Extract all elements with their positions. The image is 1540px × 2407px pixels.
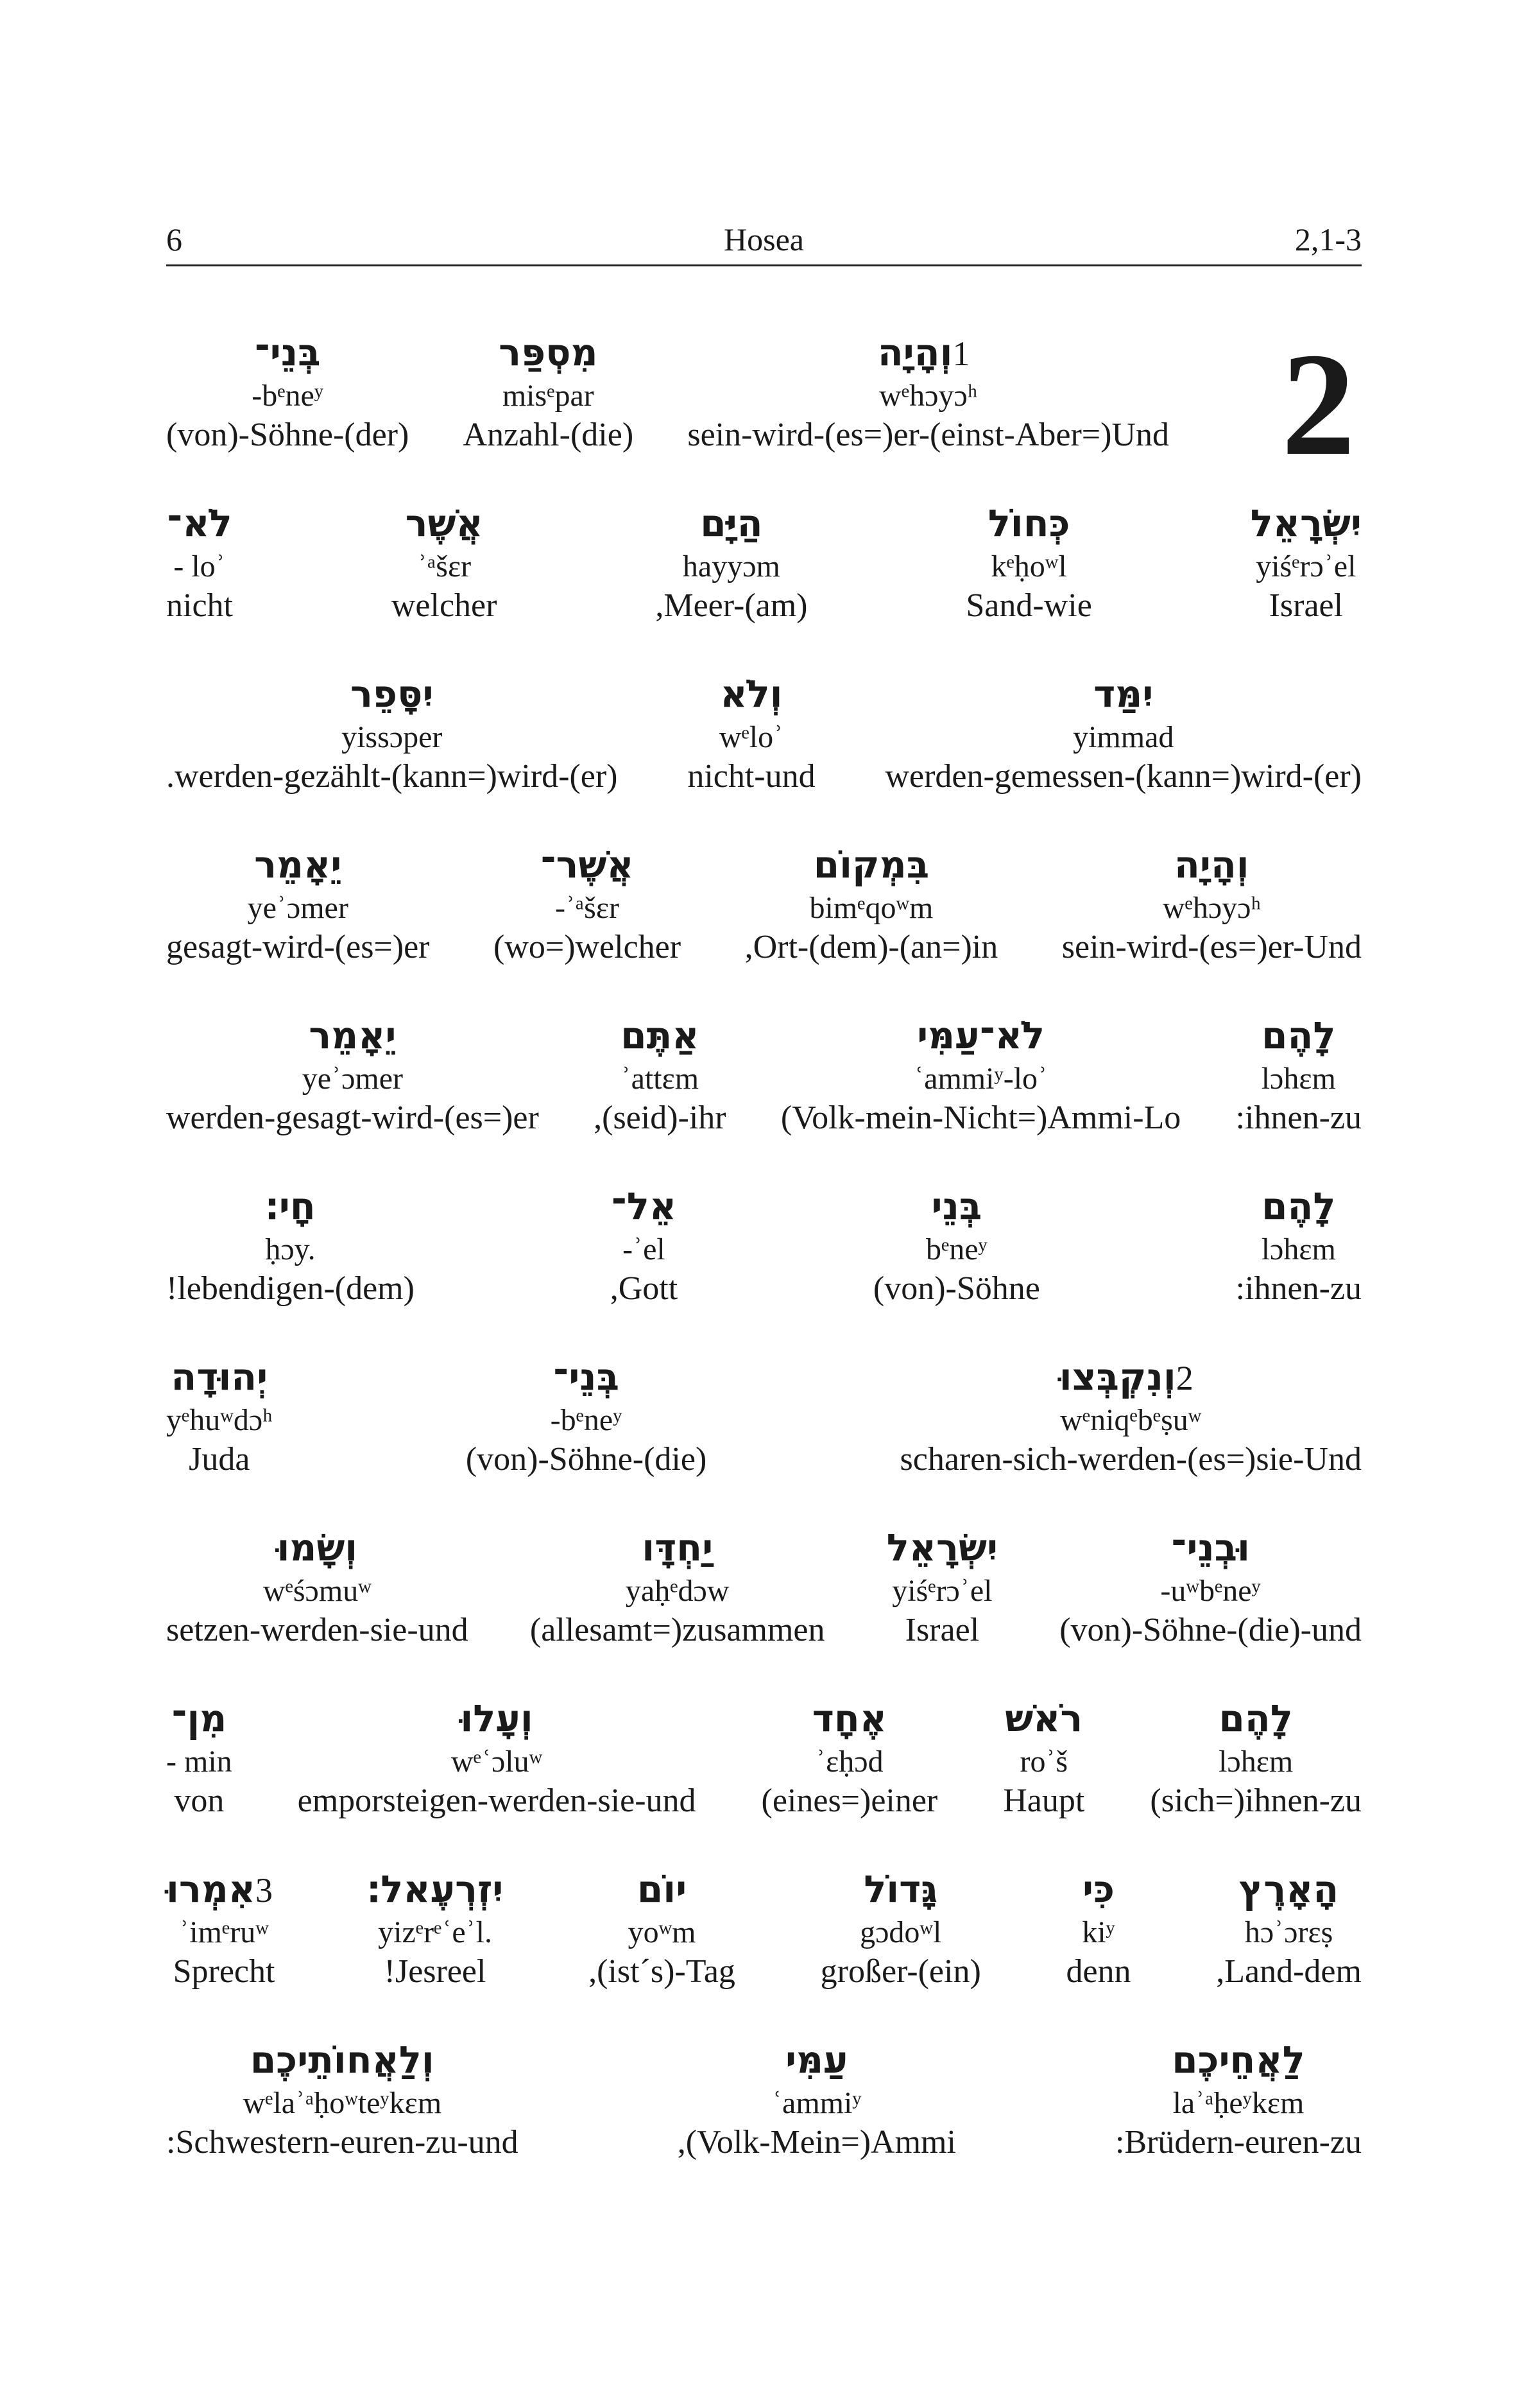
transliteration: ḥɔy. [265, 1232, 316, 1266]
hebrew-text: לַאֲחֵיכֶם [1172, 2038, 1305, 2082]
word-cell [1236, 1181, 1362, 1309]
hebrew-text: לָהֶם [1262, 1014, 1336, 1057]
transliteration: yᵉhuʷdɔʰ [166, 1403, 273, 1437]
word-cell [900, 1352, 1362, 1480]
hebrew-word [350, 669, 434, 719]
verse-number: 1 [952, 334, 970, 373]
transliteration: wᵉhɔyɔʰ [879, 379, 978, 413]
hebrew-word [864, 1864, 937, 1914]
hebrew-text: אֵל־ [611, 1184, 677, 1228]
german-gloss: (von)-Söhne-(der) [166, 417, 409, 453]
hebrew-text: יִשְׂרָאֵל [886, 1526, 998, 1569]
hebrew-word [1251, 498, 1362, 548]
hebrew-text: אִמְרוּ [166, 1867, 256, 1911]
interlinear-row [166, 1864, 1362, 2035]
word-cell [762, 1693, 938, 1822]
hebrew-word [1262, 1181, 1335, 1231]
transliteration: ʾattɛm [620, 1062, 699, 1096]
transliteration: ʿammiʸ [772, 2086, 862, 2120]
transliteration: yaḥᵉdɔw [625, 1574, 730, 1608]
hebrew-word [460, 1693, 533, 1743]
word-cell [166, 1864, 282, 1992]
german-gloss: Sand-wie [966, 587, 1092, 624]
german-gloss: (von)-Söhne [873, 1270, 1040, 1307]
verse-number: 3 [255, 1871, 273, 1910]
hebrew-word [1082, 1864, 1115, 1914]
hebrew-text: יִזְרְעֶאל׃ [366, 1867, 504, 1911]
hebrew-word [812, 1693, 887, 1743]
german-gloss: Juda [189, 1441, 250, 1478]
word-cell [1115, 2035, 1362, 2163]
hebrew-text: בִּמְקוֹם [813, 843, 930, 886]
transliteration: wᵉniqᵉbᵉṣuʷ [1060, 1403, 1202, 1437]
hebrew-text: יֵאָמֵר [309, 1014, 397, 1057]
transliteration: gɔdoʷl [860, 1915, 942, 1949]
hebrew-word [277, 1523, 357, 1573]
hebrew-word [1171, 1523, 1250, 1573]
hebrew-text: אֶחָד [812, 1696, 887, 1740]
word-cell [466, 1352, 706, 1480]
hebrew-text: כְּחוֹל [988, 501, 1070, 545]
transliteration: kiʸ [1082, 1915, 1115, 1949]
hebrew-text: יְהוּדָה [171, 1355, 268, 1399]
transliteration: lɔhɛm [1261, 1232, 1336, 1266]
transliteration: misᵉpar [502, 379, 594, 413]
german-gloss: ,(ist´s)-Tag [588, 1953, 735, 1990]
word-cell [687, 669, 815, 797]
german-gloss: :ihnen-zu [1235, 1100, 1362, 1136]
hebrew-word [166, 1864, 282, 1914]
hebrew-word [1093, 669, 1153, 719]
german-gloss: großer-(ein) [820, 1953, 981, 1990]
word-cell [821, 1864, 981, 1992]
word-cell [1236, 1010, 1362, 1139]
hebrew-text: וְעָלוּ [460, 1696, 533, 1740]
hebrew-word [367, 1864, 504, 1914]
hebrew-text: הָאָרֶץ [1238, 1867, 1339, 1911]
transliteration: wᵉhɔyɔʰ [1162, 891, 1261, 925]
hebrew-text: אֲשֶׁר [405, 501, 483, 545]
word-cell [655, 498, 807, 626]
hebrew-word [540, 840, 633, 890]
hebrew-word [309, 1010, 396, 1060]
german-gloss: welcher [391, 587, 497, 624]
word-cell [463, 327, 634, 456]
hebrew-text: וְלֹא [720, 672, 783, 716]
hebrew-word [988, 498, 1070, 548]
transliteration: ʾimᵉruʷ [179, 1915, 269, 1949]
transliteration: -ʾᵃšɛr [555, 891, 619, 925]
transliteration: - min [166, 1745, 232, 1779]
hebrew-text: הַיָּם [700, 501, 763, 545]
transliteration: wᵉʿɔluʷ [451, 1745, 543, 1779]
chapter-number: 2 [1281, 322, 1355, 486]
transliteration: bimᵉqoʷm [809, 891, 934, 925]
german-gloss: ,(Volk-Mein=)Ammi [677, 2124, 956, 2161]
german-gloss: (Volk-mein-Nicht=)Ammi-Lo [780, 1100, 1181, 1136]
word-cell [1216, 1864, 1362, 1992]
hebrew-word [499, 327, 597, 377]
german-gloss: nicht [166, 587, 233, 624]
word-cell [530, 1523, 825, 1651]
transliteration: yiśᵉrɔʾel [892, 1574, 993, 1608]
hebrew-text: לָהֶם [1262, 1184, 1336, 1228]
hebrew-word [553, 1352, 619, 1402]
hebrew-text: בְּנֵי־ [553, 1355, 619, 1399]
transliteration: ʿammiʸ-loʾ [914, 1062, 1048, 1096]
german-gloss: setzen-werden-sie-und [166, 1612, 468, 1648]
hebrew-word [1239, 1864, 1339, 1914]
transliteration: yoʷm [628, 1915, 696, 1949]
transliteration: ʾɛḥɔd [816, 1745, 884, 1779]
german-gloss: ,Land-dem [1216, 1953, 1362, 1990]
transliteration: yizᵉrᵉʿeʾl. [378, 1915, 492, 1949]
hebrew-word [250, 2035, 434, 2085]
hebrew-text: וְשָׂמוּ [277, 1526, 358, 1569]
german-gloss: (von)-Söhne-(die)-und [1059, 1612, 1362, 1648]
german-gloss: (eines=)einer [761, 1782, 938, 1819]
transliteration: lɔhɛm [1261, 1062, 1336, 1096]
word-cell [885, 669, 1362, 797]
hebrew-text: וְנִקְבְּצוּ [1059, 1355, 1176, 1399]
transliteration: wᵉśɔmuʷ [262, 1574, 372, 1608]
hebrew-text: מִן־ [171, 1696, 227, 1740]
hebrew-word [1172, 2035, 1305, 2085]
german-gloss: Haupt [1003, 1782, 1085, 1819]
word-cell [1059, 1523, 1362, 1651]
german-gloss: gesagt-wird-(es=)er [166, 929, 430, 965]
word-cell [1003, 1693, 1084, 1822]
hebrew-text: יִמַּד [1093, 672, 1154, 716]
interlinear-text [166, 322, 1362, 2205]
interlinear-row [166, 327, 1169, 498]
interlinear-row [166, 1352, 1362, 1523]
interlinear-row [166, 2035, 1362, 2205]
word-cell [166, 327, 409, 456]
hebrew-text: אַתֶּם [620, 1014, 699, 1057]
hebrew-text: לֹא־עַמִּי [917, 1014, 1045, 1057]
interlinear-row [166, 1693, 1362, 1864]
transliteration: - loʾ [173, 549, 226, 583]
german-gloss: von [174, 1782, 225, 1819]
german-gloss: ,Meer-(am) [655, 587, 808, 624]
german-gloss: .werden-gezählt-(kann=)wird-(er) [166, 758, 618, 795]
word-cell [298, 1693, 696, 1822]
word-cell [166, 840, 429, 968]
hebrew-text: רֹאשׁ [1005, 1696, 1083, 1740]
transliteration: lɔhɛm [1219, 1745, 1294, 1779]
hebrew-word [1005, 1693, 1082, 1743]
interlinear-row [166, 669, 1362, 840]
word-cell [166, 2035, 518, 2163]
word-cell [594, 1010, 726, 1139]
hebrew-word [254, 840, 341, 890]
german-gloss: :ihnen-zu [1235, 1270, 1362, 1307]
transliteration: yissɔper [341, 720, 443, 754]
transliteration: yimmad [1073, 720, 1174, 754]
hebrew-word [167, 498, 232, 548]
hebrew-text: חָי׃ [265, 1184, 316, 1228]
transliteration: -bᵉneʸ [252, 379, 324, 413]
hebrew-text: לֹא־ [167, 501, 232, 545]
transliteration: roʾš [1020, 1745, 1068, 1779]
hebrew-text: וְלַאֲחוֹתֵיכֶם [250, 2038, 434, 2082]
german-gloss: !lebendigen-(dem) [166, 1270, 415, 1307]
hebrew-word [785, 2035, 848, 2085]
verse-reference: 2,1-3 [1294, 221, 1362, 257]
german-gloss: :Schwestern-euren-zu-und [166, 2124, 518, 2161]
german-gloss: ,Ort-(dem)-(an=)in [744, 929, 998, 965]
hebrew-text: עַמִּי [785, 2038, 848, 2082]
transliteration: ʾᵃšɛr [417, 549, 472, 583]
hebrew-text: יִסָּפֵר [350, 672, 434, 716]
hebrew-word [171, 1693, 227, 1743]
transliteration: bᵉneʸ [925, 1232, 988, 1266]
german-gloss: (allesamt=)zusammen [529, 1612, 825, 1648]
word-cell [166, 1181, 415, 1309]
interlinear-row [166, 1181, 1362, 1352]
page-number: 6 [166, 221, 182, 257]
word-cell [687, 327, 1169, 456]
word-cell [166, 1010, 539, 1139]
german-gloss: ,Gott [610, 1270, 678, 1307]
hebrew-word [932, 1181, 982, 1231]
hebrew-text: בְּנֵי־ [254, 331, 321, 374]
word-cell [166, 669, 618, 797]
hebrew-word [255, 327, 321, 377]
hebrew-word [1219, 1693, 1292, 1743]
hebrew-text: וּבְנֵי־ [1171, 1526, 1250, 1569]
hebrew-word [637, 1864, 687, 1914]
hebrew-text: וְהָיָה [877, 331, 953, 374]
german-gloss: sein-wird-(es=)er-(einst-Aber=)Und [687, 417, 1169, 453]
hebrew-text: בְּנֵי [931, 1184, 982, 1228]
german-gloss: scharen-sich-werden-(es=)sie-Und [900, 1441, 1362, 1478]
word-cell [166, 498, 233, 626]
hebrew-word [265, 1181, 316, 1231]
transliteration: hɔʾɔrɛṣ [1244, 1915, 1333, 1949]
german-gloss: emporsteigen-werden-sie-und [297, 1782, 696, 1819]
transliteration: -uʷbᵉneʸ [1160, 1574, 1261, 1608]
transliteration: laʾᵃḥeʸkɛm [1172, 2086, 1305, 2120]
transliteration: -bᵉneʸ [550, 1403, 622, 1437]
german-gloss: Anzahl-(die) [463, 417, 634, 453]
word-cell [1150, 1693, 1362, 1822]
german-gloss: nicht-und [687, 758, 816, 795]
hebrew-word [720, 669, 782, 719]
transliteration: wᵉloʾ [719, 720, 784, 754]
interlinear-row [166, 840, 1362, 1010]
word-cell [873, 1181, 1040, 1309]
german-gloss: sein-wird-(es=)er-Und [1061, 929, 1362, 965]
transliteration: yeʾɔmer [302, 1062, 404, 1096]
word-cell [588, 1864, 735, 1992]
transliteration: kᵉḥoʷl [991, 549, 1067, 583]
word-cell [781, 1010, 1181, 1139]
word-cell [887, 1523, 998, 1651]
hebrew-word [700, 498, 762, 548]
hebrew-text: יִשְׂרָאֵל [1250, 501, 1362, 545]
german-gloss: (von)-Söhne-(die) [465, 1441, 707, 1478]
german-gloss: (sich=)ihnen-zu [1150, 1782, 1362, 1819]
hebrew-text: אֲשֶׁר־ [540, 843, 634, 886]
word-cell [1062, 840, 1362, 968]
word-cell [166, 1352, 273, 1480]
word-cell [966, 498, 1091, 626]
interlinear-row [166, 498, 1362, 669]
hebrew-word [887, 1523, 998, 1573]
hebrew-text: גָּדוֹל [864, 1867, 938, 1911]
german-gloss: werden-gesagt-wird-(es=)er [166, 1100, 539, 1136]
hebrew-text: כִּי [1082, 1867, 1115, 1911]
running-header [166, 218, 1362, 266]
hebrew-word [171, 1352, 268, 1402]
word-cell [391, 498, 497, 626]
hebrew-text: מִסְפַּר [499, 331, 598, 374]
hebrew-word [878, 327, 979, 377]
hebrew-word [917, 1010, 1045, 1060]
german-gloss: Israel [1269, 587, 1344, 624]
hebrew-text: יַחְדָּו [642, 1526, 714, 1569]
hebrew-text: לָהֶם [1219, 1696, 1293, 1740]
german-gloss: werden-gemessen-(kann=)wird-(er) [885, 758, 1362, 795]
german-gloss: Sprecht [173, 1953, 275, 1990]
hebrew-word [642, 1523, 713, 1573]
hebrew-word [612, 1181, 676, 1231]
german-gloss: !Jesreel [384, 1953, 486, 1990]
german-gloss: ,(seid)-ihr [594, 1100, 726, 1136]
word-cell [745, 840, 998, 968]
word-cell [166, 1523, 468, 1651]
word-cell [610, 1181, 678, 1309]
verse-number: 2 [1176, 1359, 1194, 1397]
interlinear-row [166, 1010, 1362, 1181]
german-gloss: Israel [905, 1612, 980, 1648]
word-cell [166, 1693, 232, 1822]
german-gloss: (wo=)welcher [493, 929, 681, 965]
german-gloss: denn [1066, 1953, 1131, 1990]
hebrew-word [406, 498, 483, 548]
book-title: Hosea [724, 221, 804, 257]
hebrew-word [814, 840, 929, 890]
hebrew-text: יֵאָמֵר [254, 843, 342, 886]
word-cell [493, 840, 681, 968]
hebrew-text: וְהָיָה [1174, 843, 1249, 886]
word-cell [1066, 1864, 1131, 1992]
hebrew-word [1174, 840, 1249, 890]
transliteration: yeʾɔmer [247, 891, 348, 925]
hebrew-word [1262, 1010, 1335, 1060]
german-gloss: :Brüdern-euren-zu [1115, 2124, 1362, 2161]
hebrew-word [620, 1010, 699, 1060]
word-cell [367, 1864, 504, 1992]
transliteration: yiśᵉrɔʾel [1256, 549, 1356, 583]
hebrew-text: יוֹם [637, 1867, 687, 1911]
interlinear-row [166, 1523, 1362, 1693]
word-cell [1251, 498, 1362, 626]
transliteration: hayyɔm [682, 549, 780, 583]
hebrew-word [1059, 1352, 1202, 1402]
transliteration: -ʾel [622, 1232, 665, 1266]
word-cell [678, 2035, 956, 2163]
transliteration: wᵉlaʾᵃḥoʷteʸkɛm [243, 2086, 442, 2120]
